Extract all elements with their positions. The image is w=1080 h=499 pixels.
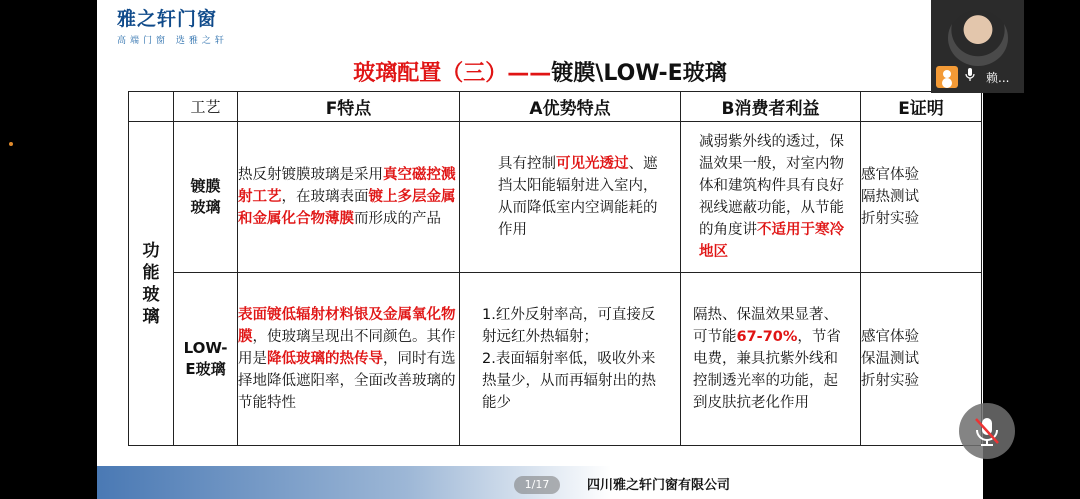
cell-text: 减弱紫外线的透过，保温效果一般，对室内物体和建筑构件具有良好视线遮蔽功能，从节能的角度讲	[699, 134, 844, 238]
category-char: 玻	[142, 284, 160, 305]
cell-text: 、遮挡太阳能辐射进入室内，从而降低室内空调能耗的作用	[498, 156, 658, 238]
cell-text-highlight: 可见光透过	[556, 156, 629, 172]
glass-config-table	[128, 91, 982, 446]
header-b: B消费者利益	[681, 92, 861, 122]
logo-slogan: 高端门窗 选雅之轩	[117, 36, 228, 46]
cell-text-highlight: 镀上多层金属和金属化合物薄膜	[238, 189, 456, 227]
cell-text: 2.表面辐射率低，吸收外来热量少，从而再辐射出的热能少	[482, 351, 656, 411]
proof-item: 感官体验	[861, 167, 919, 183]
cell-text: ，节省电费，兼具抗紫外线和控制透光率的功能，起到皮肤抗老化作用	[693, 329, 841, 411]
title-black: 镀膜\LOW-E玻璃	[551, 61, 727, 86]
category-char: 璃	[142, 306, 160, 327]
slide-title	[97, 56, 983, 87]
cell-text-highlight: 表面镀低辐射材料银及金属氧化物膜	[238, 307, 456, 345]
proof-item: 隔热测试	[861, 189, 919, 205]
cell-text: 而形成的产品	[354, 211, 441, 227]
type-label: 玻璃	[190, 198, 221, 216]
user-icon	[936, 66, 958, 88]
category-char: 功	[142, 240, 160, 261]
type-cell	[174, 122, 238, 273]
category-char: 能	[142, 262, 160, 283]
type-label: E玻璃	[185, 360, 226, 378]
mute-button[interactable]	[959, 403, 1015, 459]
cell-text: 具有控制	[498, 156, 556, 172]
cell-text: ，使玻璃呈现出不同颜色。其作用是	[238, 329, 456, 367]
b-cell	[681, 273, 861, 446]
title-red: 玻璃配置（三）——	[353, 61, 552, 86]
header-f: F特点	[238, 92, 460, 122]
cell-text: 热反射镀膜玻璃是采用	[238, 167, 383, 183]
shared-slide	[97, 0, 983, 499]
table-row	[129, 273, 982, 446]
header-row	[129, 92, 982, 122]
type-label: 镀膜	[190, 177, 221, 195]
cell-text-highlight: 降低玻璃的热传导	[267, 351, 383, 367]
header-e: E证明	[861, 92, 982, 122]
cell-text-highlight: 67-70%	[736, 329, 798, 345]
f-cell	[238, 273, 460, 446]
b-cell	[681, 122, 861, 273]
f-cell	[238, 122, 460, 273]
cell-text-highlight: 不适用于寒冷地区	[699, 222, 844, 260]
cell-text: ，同时有选择地降低遮阳率，全面改善玻璃的节能特性	[238, 351, 456, 411]
cell-text: 隔热、保温效果显著、可节能	[693, 307, 838, 345]
proof-item: 感官体验	[861, 329, 919, 345]
logo-name: 雅之轩门窗	[117, 8, 218, 30]
e-cell	[861, 122, 982, 273]
proof-item: 折射实验	[861, 211, 919, 227]
type-label: LOW-	[183, 339, 228, 357]
header-blank	[129, 92, 174, 122]
participant-tile[interactable]	[931, 0, 1024, 93]
type-cell	[174, 273, 238, 446]
proof-item: 折射实验	[861, 373, 919, 389]
header-craft: 工艺	[174, 92, 238, 122]
cell-text: 1.红外反射率高，可直接反射远红外热辐射；	[482, 307, 656, 345]
page-indicator[interactable]: 1/17	[514, 476, 560, 494]
category-cell	[129, 122, 174, 446]
header-a: A优势特点	[460, 92, 681, 122]
orange-dot	[9, 142, 13, 146]
company-name: 四川雅之轩门窗有限公司	[587, 478, 731, 493]
company-logo	[117, 4, 228, 46]
a-cell	[460, 273, 681, 446]
proof-item: 保温测试	[861, 351, 919, 367]
cell-text-highlight: 真空磁控溅射工艺	[238, 167, 456, 205]
a-cell	[460, 122, 681, 273]
cell-text: ，在玻璃表面	[281, 189, 369, 205]
participant-video	[948, 10, 1008, 66]
participant-name: 赖...	[986, 71, 1010, 85]
microphone-muted-icon	[959, 403, 1015, 459]
microphone-icon	[965, 68, 975, 82]
table-row	[129, 122, 982, 273]
